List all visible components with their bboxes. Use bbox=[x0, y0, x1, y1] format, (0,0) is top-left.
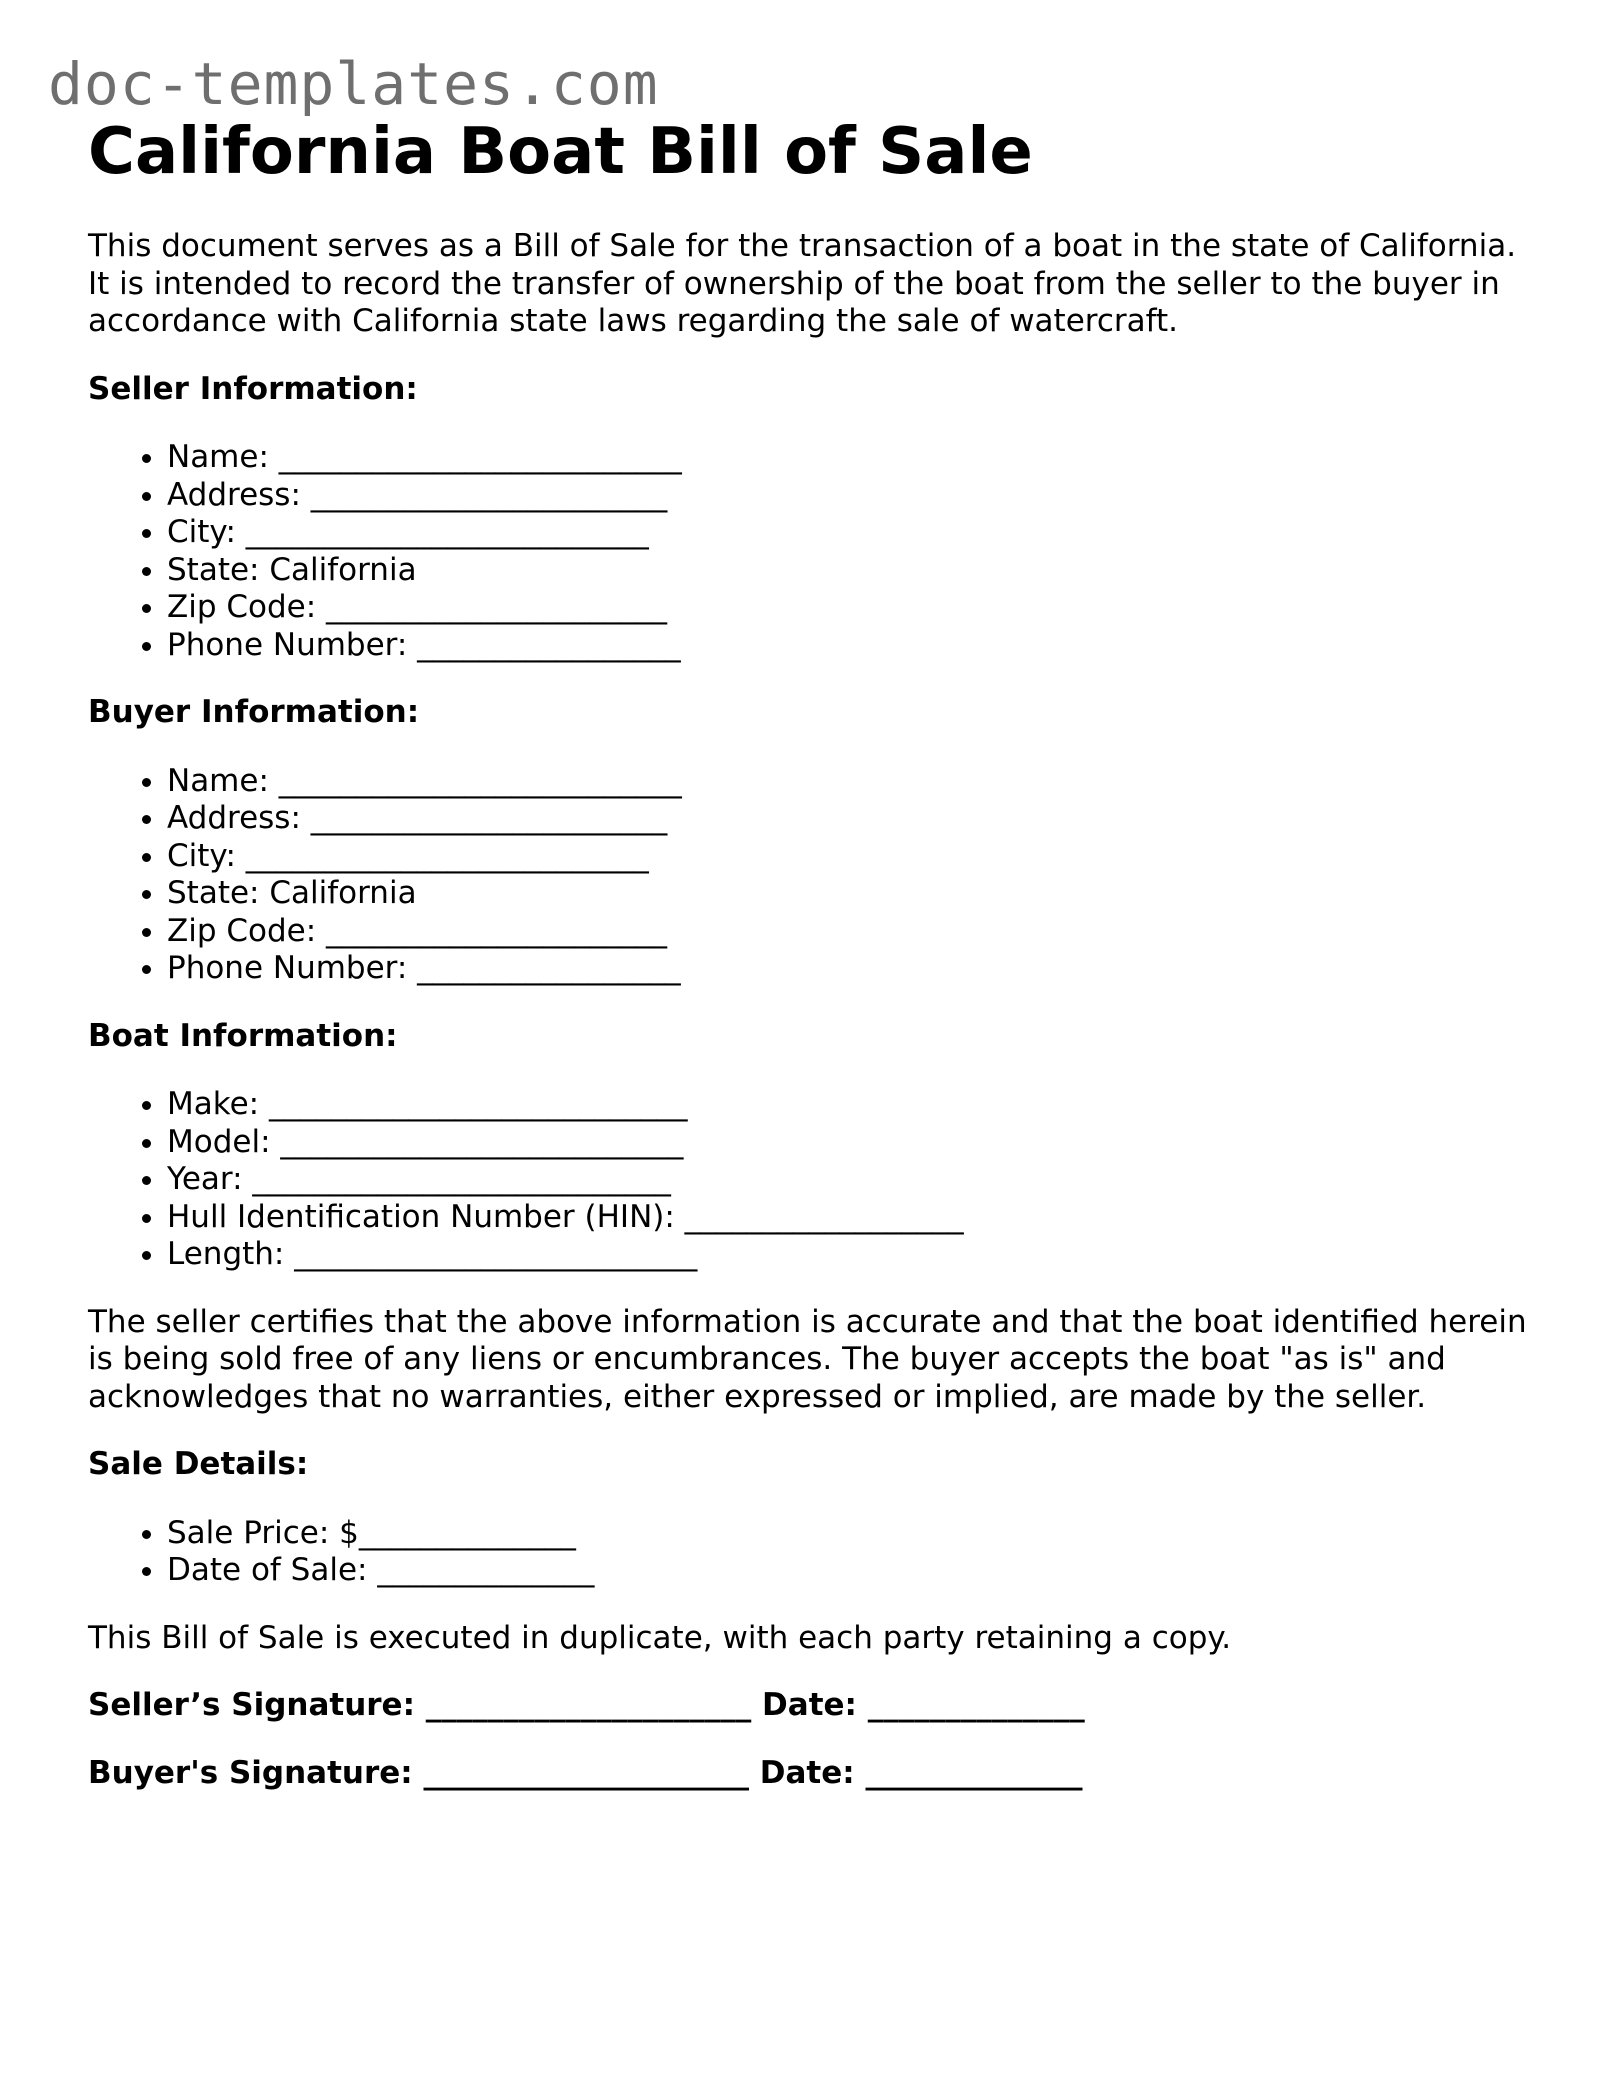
boat-information-list bbox=[88, 1086, 1528, 1274]
boat-length-field: • Length: __________________________ bbox=[167, 1236, 1528, 1274]
seller-information-list bbox=[88, 439, 1528, 664]
seller-phone-field: • Phone Number: _________________ bbox=[167, 627, 1528, 665]
seller-state-field: • State: California bbox=[167, 552, 1528, 590]
boat-information-heading: Boat Information: bbox=[88, 1017, 398, 1054]
boat-make-field: • Make: ___________________________ bbox=[167, 1086, 1528, 1124]
buyer-name-field: • Name: __________________________ bbox=[167, 763, 1528, 801]
sale-details-heading: Sale Details: bbox=[88, 1446, 309, 1482]
buyer-information-heading: Buyer Information: bbox=[88, 694, 420, 730]
seller-signature-line: Seller’s Signature: _____________________ Date: ______________ bbox=[88, 1687, 1085, 1723]
intro-paragraph: This document serves as a Bill of Sale for the transaction of a boat in the state of California. It is intended to record the transfer of ownership of the boat from the seller to the buyer in accordance with California state laws regarding the sale of watercraft. bbox=[88, 228, 1517, 339]
boat-year-field: • Year: ___________________________ bbox=[167, 1161, 1528, 1199]
sale-details-list bbox=[88, 1515, 1528, 1590]
sale-price-field: • Sale Price: $______________ bbox=[167, 1515, 1528, 1553]
buyer-phone-field: • Phone Number: _________________ bbox=[167, 950, 1528, 988]
seller-zip-field: • Zip Code: ______________________ bbox=[167, 589, 1528, 627]
seller-address-field: • Address: _______________________ bbox=[167, 477, 1528, 515]
buyer-signature-line: Buyer's Signature: _____________________ Date: ______________ bbox=[88, 1754, 1083, 1791]
certification-paragraph: The seller certifies that the above information is accurate and that the boat identified herein is being sold free of any liens or encumbrances. The buyer accepts the boat "as is" and acknowledges that no warranties, either expressed or implied, are made by the seller. bbox=[88, 1303, 1527, 1415]
buyer-address-field: • Address: _______________________ bbox=[167, 800, 1528, 838]
buyer-state-field: • State: California bbox=[167, 875, 1528, 913]
duplicate-note: This Bill of Sale is executed in duplicate, with each party retaining a copy. bbox=[88, 1619, 1232, 1656]
seller-information-heading: Seller Information: bbox=[88, 370, 418, 407]
buyer-city-field: • City: __________________________ bbox=[167, 838, 1528, 876]
seller-city-field: • City: __________________________ bbox=[167, 514, 1528, 552]
seller-name-field: • Name: __________________________ bbox=[167, 439, 1528, 477]
watermark: doc-templates.com bbox=[48, 50, 659, 118]
buyer-zip-field: • Zip Code: ______________________ bbox=[167, 913, 1528, 951]
sale-date-field: • Date of Sale: ______________ bbox=[167, 1552, 1528, 1590]
document-page bbox=[88, 112, 1528, 1792]
document-title: California Boat Bill of Sale bbox=[88, 115, 1033, 189]
boat-hin-field: • Hull Identification Number (HIN): __________________ bbox=[167, 1199, 1528, 1237]
buyer-information-list bbox=[88, 763, 1528, 988]
boat-model-field: • Model: __________________________ bbox=[167, 1124, 1528, 1162]
